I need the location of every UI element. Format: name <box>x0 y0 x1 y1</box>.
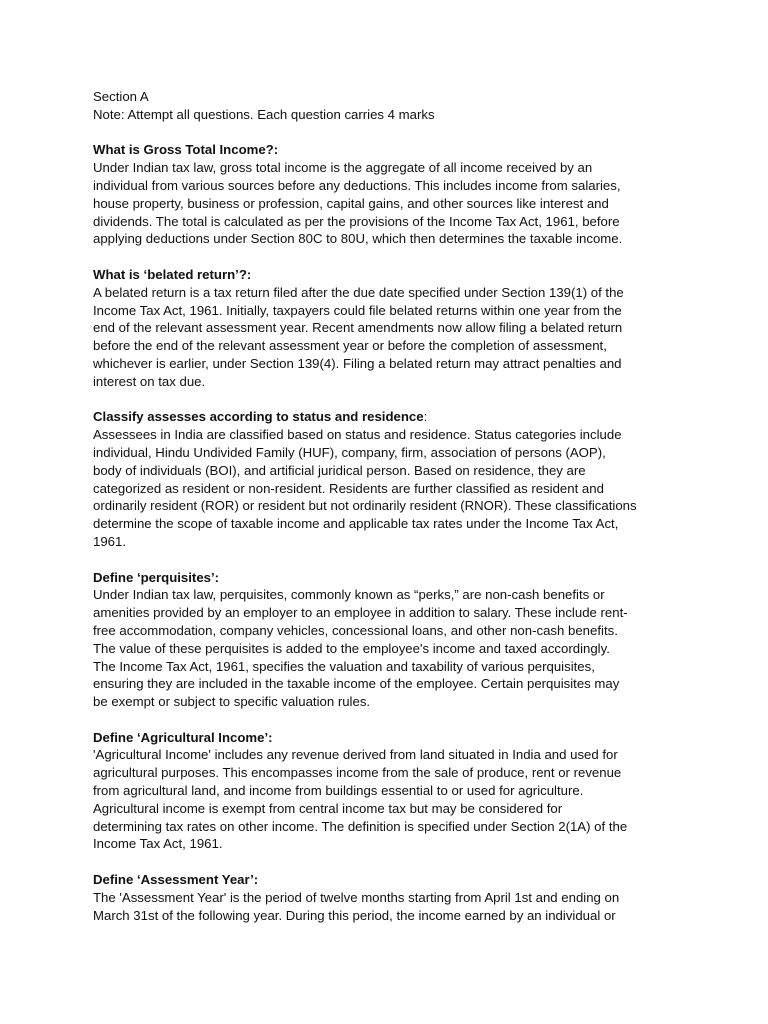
question-heading-text: Define ‘perquisites’: <box>93 569 220 585</box>
question-heading-suffix: : <box>423 409 428 425</box>
answer-line: end of the relevant assessment year. Recent amendments now allow filing a belated return <box>93 320 623 336</box>
answer-line: categorized as resident or non-resident. Residents are further classified as resident and <box>93 480 604 496</box>
answer-line: March 31st of the following year. During this period, the income earned by an individual or <box>93 907 616 923</box>
answer-line: Under Indian tax law, perquisites, commonly known as “perks,” are non-cash benefits or <box>93 587 605 603</box>
answer-line: Income Tax Act, 1961. <box>93 836 223 852</box>
section-spacer <box>93 853 683 871</box>
question-heading <box>93 729 683 747</box>
answer-line: A belated return is a tax return filed after the due date specified under Section 139(1) of the <box>93 284 624 300</box>
question-heading <box>93 871 683 889</box>
answer-line: Under Indian tax law, gross total income is the aggregate of all income received by an <box>93 160 593 176</box>
answer-line: be exempt or subject to specific valuation rules. <box>93 694 371 710</box>
answer-line: applying deductions under Section 80C to 80U, which then determines the taxable income. <box>93 231 623 247</box>
answer-line: Agricultural income is exempt from central income tax but may be considered for <box>93 800 563 816</box>
section-spacer <box>93 711 683 729</box>
question-block <box>93 141 683 248</box>
answer-paragraph <box>93 159 683 248</box>
answer-line: body of individuals (BOI), and artificial juridical person. Based on residence, they are <box>93 462 586 478</box>
answer-line: interest on tax due. <box>93 373 206 389</box>
section-spacer <box>93 391 683 409</box>
answer-line: Income Tax Act, 1961. Initially, taxpayers could file belated returns within one year from the <box>93 302 622 318</box>
question-list <box>93 124 683 925</box>
question-heading-text: Define ‘Assessment Year’: <box>93 872 259 888</box>
exam-note: Note: Attempt all questions. Each question carries 4 marks <box>93 106 435 122</box>
question-heading <box>93 266 683 284</box>
question-heading <box>93 569 683 587</box>
question-heading-text: Classify assesses according to status and residence <box>93 409 424 425</box>
answer-line: from agricultural land, and income from buildings essential to or used for agriculture. <box>93 783 584 799</box>
question-heading-text: What is Gross Total Income?: <box>93 142 279 158</box>
answer-line: dividends. The total is calculated as per the provisions of the Income Tax Act, 1961, before <box>93 213 620 229</box>
answer-line: The value of these perquisites is added to the employee's income and taxed accordingly. <box>93 640 610 656</box>
answer-line: determining tax rates on other income. The definition is specified under Section 2(1A) of the <box>93 818 628 834</box>
answer-paragraph <box>93 746 683 853</box>
question-heading-text: What is ‘belated return’?: <box>93 266 252 282</box>
section-spacer <box>93 124 683 142</box>
answer-line: free accommodation, company vehicles, concessional loans, and other non-cash benefits. <box>93 622 618 638</box>
answer-line: 1961. <box>93 533 127 549</box>
answer-paragraph <box>93 426 683 551</box>
answer-line: individual from various sources before any deductions. This includes income from salaries, <box>93 177 621 193</box>
answer-line: The 'Assessment Year' is the period of twelve months starting from April 1st and ending on <box>93 889 620 905</box>
question-heading <box>93 408 683 426</box>
answer-paragraph <box>93 284 683 391</box>
answer-line: individual, Hindu Undivided Family (HUF), company, firm, association of persons (AOP), <box>93 444 606 460</box>
answer-line: house property, business or profession, capital gains, and other sources like interest and <box>93 195 609 211</box>
answer-paragraph <box>93 586 683 711</box>
question-block <box>93 408 683 550</box>
question-heading <box>93 141 683 159</box>
answer-line: before the end of the relevant assessment year or before the completion of assessment, <box>93 338 607 354</box>
answer-line: agricultural purposes. This encompasses income from the sale of produce, rent or revenue <box>93 765 622 781</box>
question-block <box>93 266 683 391</box>
question-block <box>93 871 683 924</box>
answer-line: amenities provided by an employer to an employee in addition to salary. These include rent- <box>93 605 628 621</box>
section-title: Section A <box>93 89 149 104</box>
section-spacer <box>93 248 683 266</box>
answer-line: 'Agricultural Income' includes any revenue derived from land situated in India and used for <box>93 747 618 763</box>
answer-line: whichever is earlier, under Section 139(4). Filing a belated return may attract penalties and <box>93 355 622 371</box>
answer-paragraph <box>93 889 683 925</box>
answer-line: The Income Tax Act, 1961, specifies the valuation and taxability of various perquisites, <box>93 658 595 674</box>
document-page <box>93 88 683 924</box>
answer-line: ordinarily resident (ROR) or resident but not ordinarily resident (RNOR). These classifications <box>93 498 637 514</box>
answer-line: ensuring they are included in the taxable income of the employee. Certain perquisites may <box>93 676 620 692</box>
question-heading-text: Define ‘Agricultural Income’: <box>93 729 273 745</box>
answer-line: Assessees in India are classified based on status and residence. Status categories include <box>93 427 622 443</box>
question-block <box>93 569 683 711</box>
answer-line: determine the scope of taxable income and applicable tax rates under the Income Tax Act, <box>93 516 619 532</box>
question-block <box>93 729 683 854</box>
section-spacer <box>93 551 683 569</box>
